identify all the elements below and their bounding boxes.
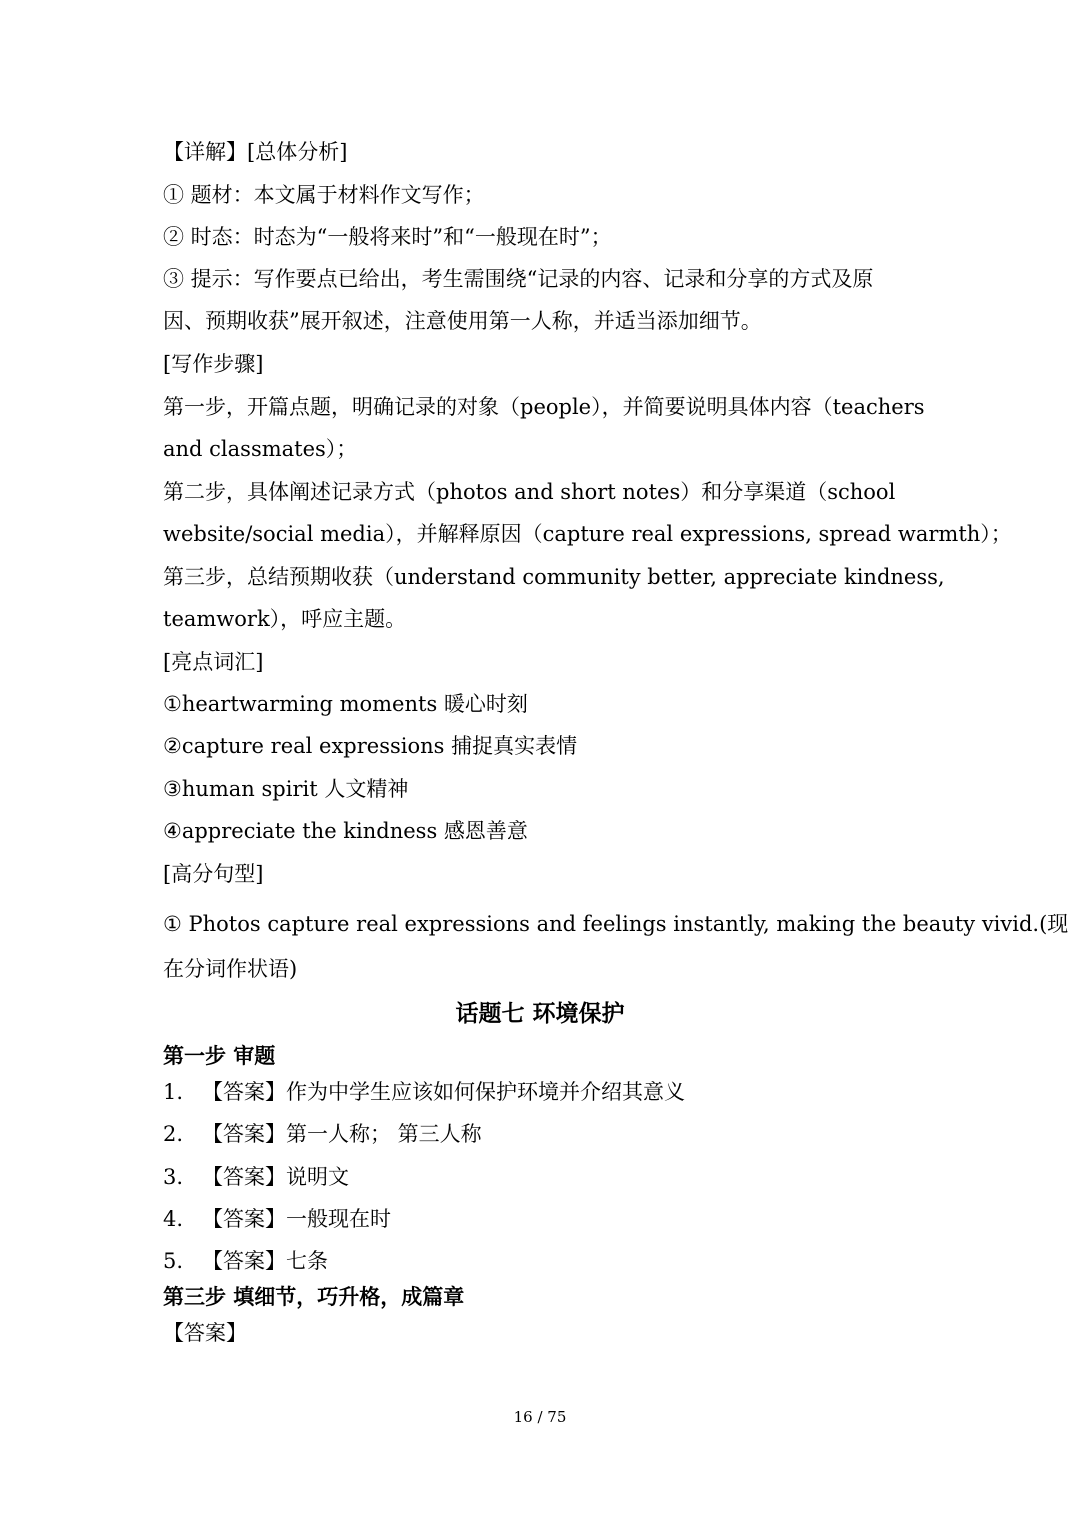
vocab-item: ③human spirit 人文精神 (163, 777, 409, 801)
analysis-line: ③ 提示：写作要点已给出，考生需围绕“记录的内容、记录和分享的方式及原 (163, 267, 874, 291)
sentence-line: 在分词作状语) (163, 957, 298, 981)
sentence-line: ① Photos capture real expressions and feelings instantly, making the beauty vivid.(现 (163, 912, 1069, 936)
answer-text: 【答案】七条 (202, 1249, 328, 1273)
steps-header: [写作步骤] (163, 352, 264, 376)
analysis-line: 因、预期收获”展开叙述，注意使用第一人称，并适当添加细节。 (163, 309, 762, 333)
vocab-item: ②capture real expressions 捕捉真实表情 (163, 734, 578, 758)
analysis-line: ② 时态：时态为“一般将来时”和“一般现在时”； (163, 225, 612, 249)
answer-number: 3. (163, 1165, 184, 1189)
detail-header: 【详解】[总体分析] (163, 140, 348, 164)
answer-text: 【答案】作为中学生应该如何保护环境并介绍其意义 (202, 1080, 685, 1104)
answer-text: 【答案】说明文 (202, 1165, 349, 1189)
step-line: website/social media），并解释原因（capture real expressions, spread warmth）； (163, 522, 1012, 546)
step-line: 第二步，具体阐述记录方式（photos and short notes）和分享渠道（school (163, 480, 896, 504)
vocab-item: ④appreciate the kindness 感恩善意 (163, 819, 528, 843)
vocab-item: ①heartwarming moments 暖心时刻 (163, 692, 528, 716)
step-line: 第一步，开篇点题，明确记录的对象（people），并简要说明具体内容（teachers (163, 395, 925, 419)
step-line: and classmates）； (163, 437, 358, 461)
step-line: 第三步，总结预期收获（understand community better, appreciate kindness, (163, 565, 945, 589)
step-line: teamwork），呼应主题。 (163, 607, 407, 631)
page-number: 16 / 75 (513, 1408, 567, 1426)
answer-number: 4. (163, 1207, 184, 1231)
answer-number: 2. (163, 1122, 184, 1146)
analysis-line: ① 题材：本文属于材料作文写作； (163, 183, 485, 207)
answer-text: 【答案】一般现在时 (202, 1207, 391, 1231)
sentence-header: [高分句型] (163, 862, 264, 886)
answer-text: 【答案】第一人称； 第三人称 (202, 1122, 482, 1146)
answer-number: 1. (163, 1080, 184, 1104)
topic-title: 话题七 环境保护 (455, 1000, 625, 1027)
step1-header: 第一步 审题 (163, 1043, 276, 1068)
answer-number: 5. (163, 1249, 184, 1273)
final-answer-label: 【答案】 (163, 1321, 247, 1345)
step3-header: 第三步 填细节，巧升格，成篇章 (163, 1284, 465, 1309)
vocab-header: [亮点词汇] (163, 650, 264, 674)
